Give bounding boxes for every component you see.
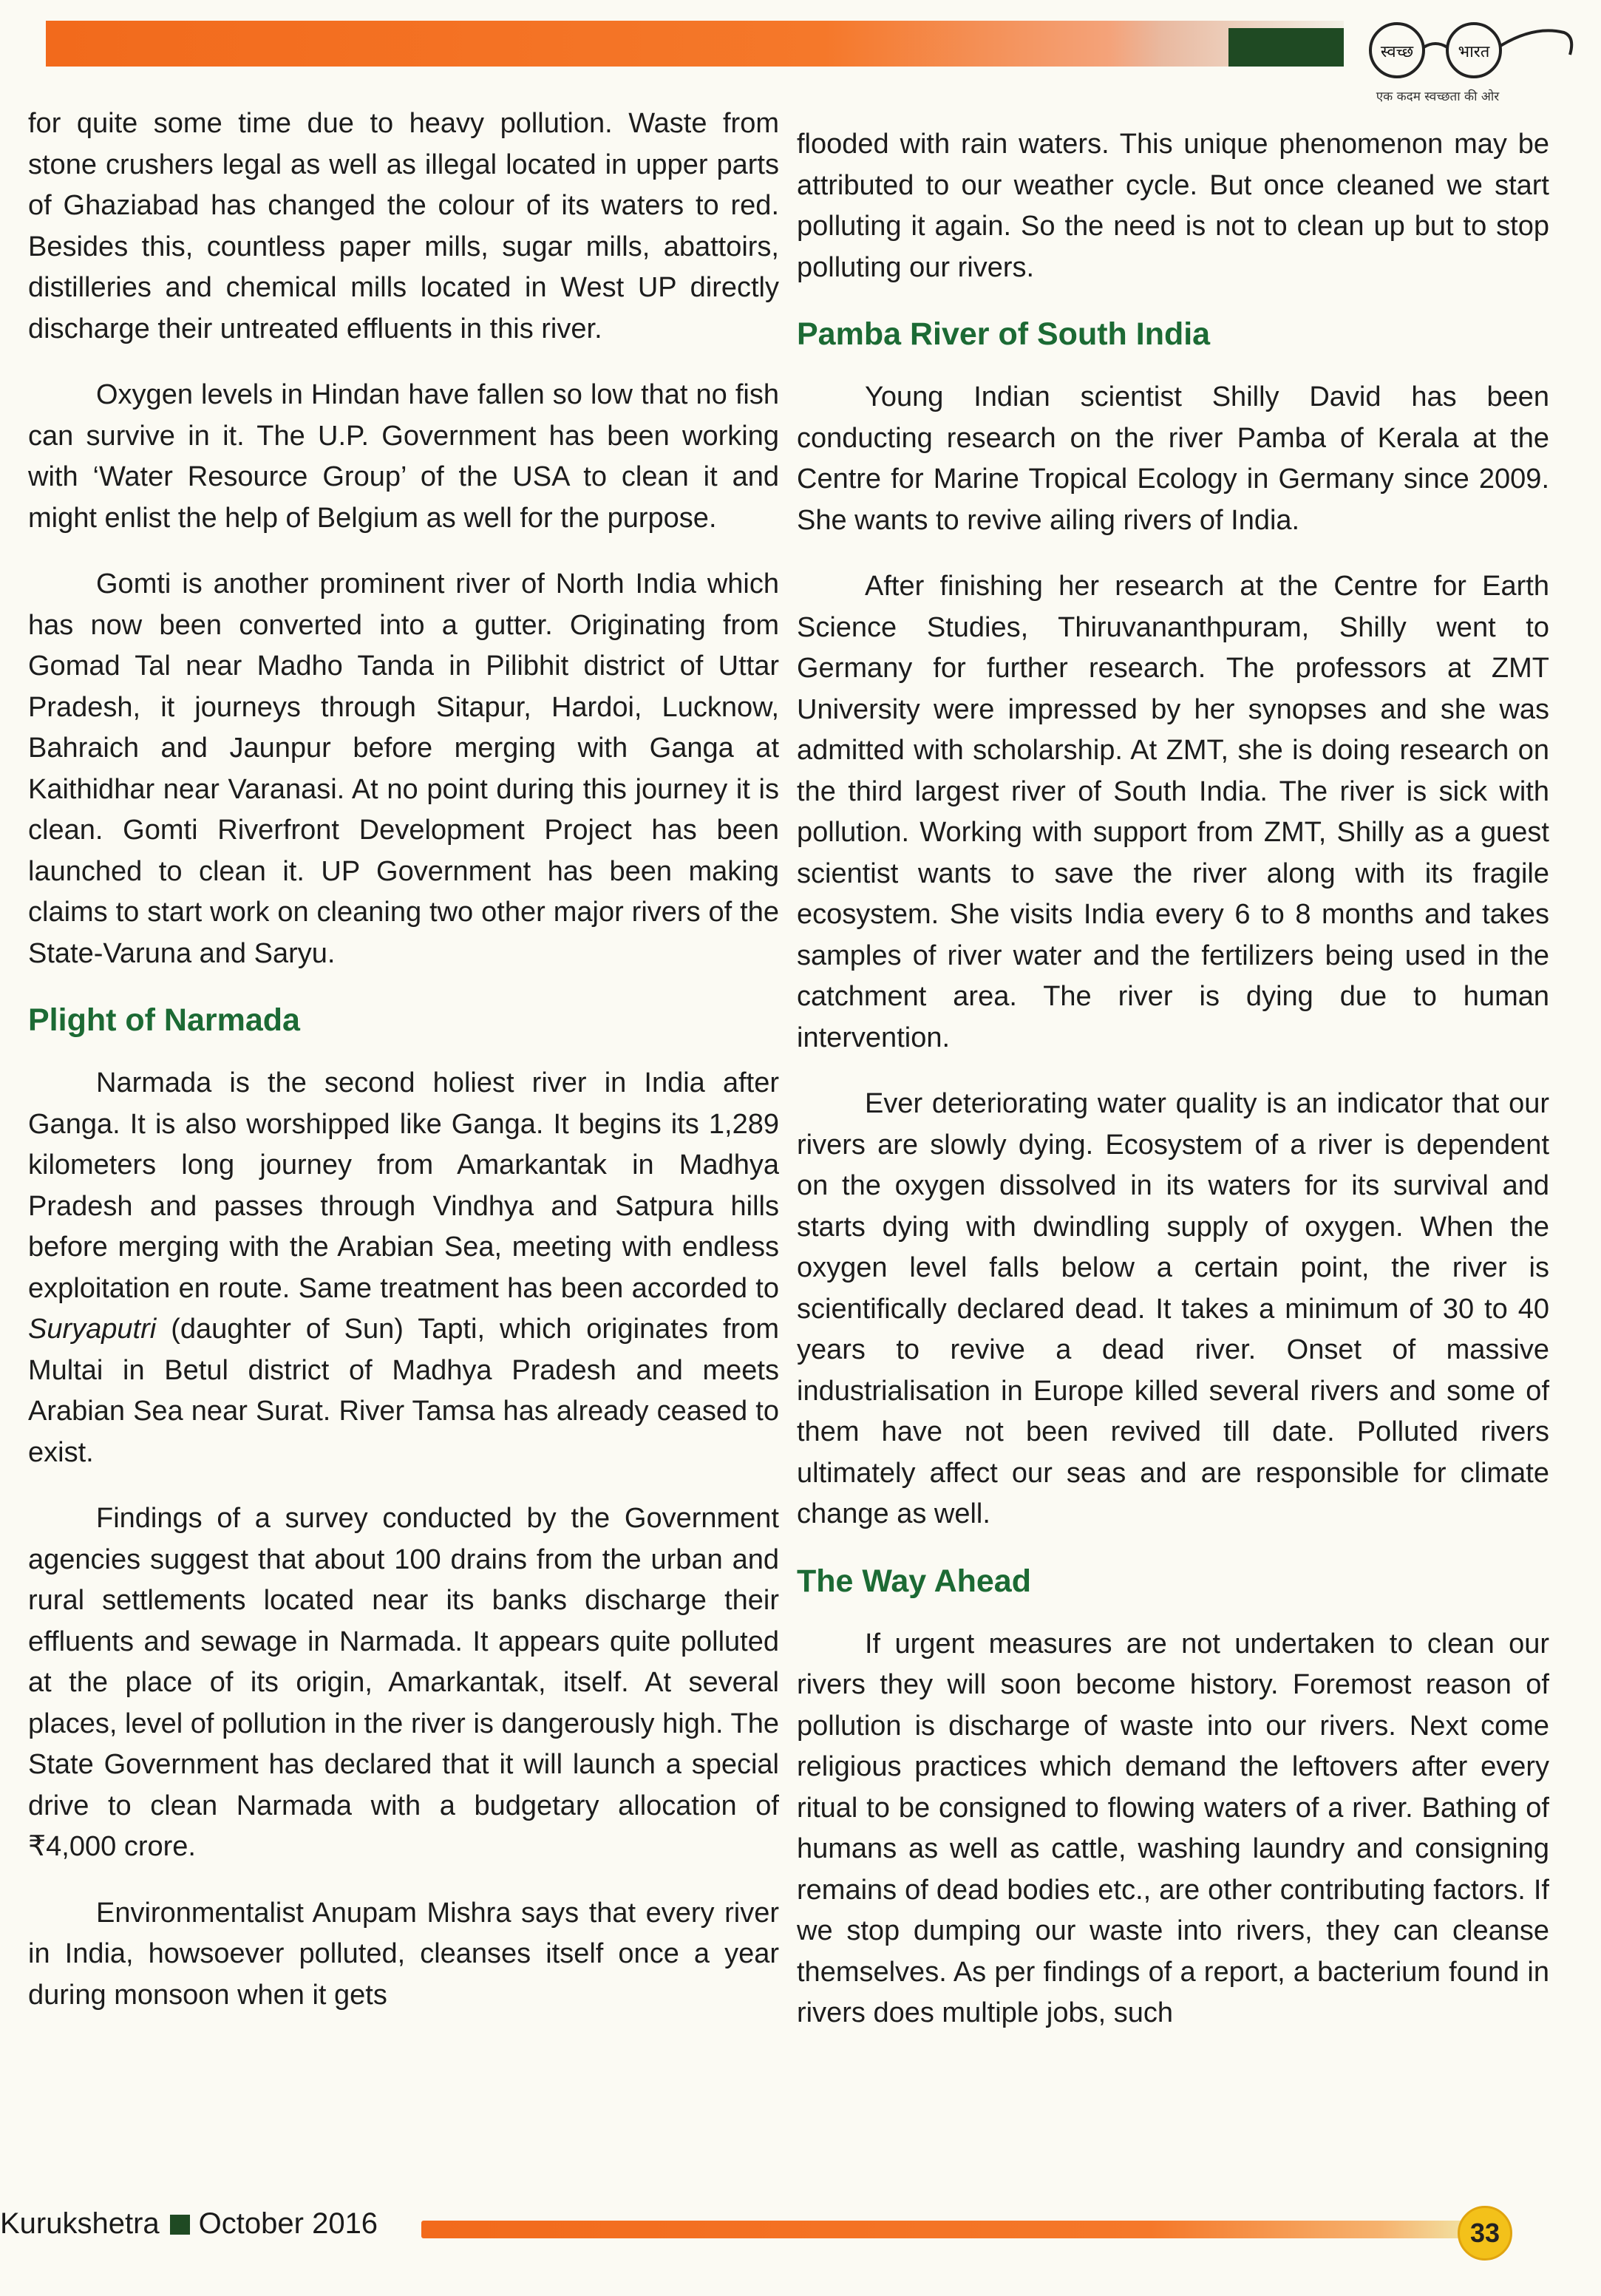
paragraph-water-quality: Ever deteriorating water quality is an indicator that our rivers are slowly dying. Ecosystem of a river is dependent on the oxygen dissolved in its waters for its survival and starts dying with dwindling supply of oxygen. When the oxygen level falls below a certain point, the river is scientifically declared dead. It takes a minimum of 30 to 40 years to revive a dead river. Onset of massive industrialisation in Europe killed several rivers and some of them have not been revived till date. Polluted rivers ultimately affect our seas and are responsible for climate change as well. bbox=[797, 1088, 1549, 1529]
paragraph-anupam-mishra: Environmentalist Anupam Mishra says that every river in India, howsoever polluted, cleanses itself once a year during monsoon when it gets bbox=[28, 1897, 779, 2011]
footer-credit bbox=[0, 2207, 378, 2241]
paragraph-narmada-holiest bbox=[28, 1063, 779, 1473]
page-number-badge: 33 bbox=[1458, 2206, 1512, 2261]
logo-tagline: एक कदम स्वच्छता की ओर bbox=[1376, 89, 1500, 104]
heading-the-way-ahead: The Way Ahead bbox=[797, 1563, 1031, 1599]
logo-right-text: भारत bbox=[1458, 43, 1490, 61]
narmada-text-part2: (daughter of Sun) Tapti, which originates from Multai in Betul district of Madhya Pradesh and meets Arabian Sea near Surat. River Tamsa has already ceased to exist. bbox=[28, 1314, 779, 1468]
heading-plight-of-narmada: Plight of Narmada bbox=[28, 1002, 300, 1038]
heading-pamba-river: Pamba River of South India bbox=[797, 316, 1211, 352]
left-column bbox=[28, 103, 779, 2041]
footer-orange-bar bbox=[421, 2221, 1464, 2238]
logo-left-text: स्वच्छ bbox=[1380, 43, 1414, 61]
paragraph-urgent-measures: If urgent measures are not undertaken to clean our rivers they will soon become history. Foremost reason of pollution is discharge of waste into our rivers. Next come religious practices which demand the leftovers after every ritual to be consigned to flowing waters of a river. Bathing of humans as well as cattle, washing laundry and consigning remains of dead bodies etc., are other contributing factors. If we stop dumping our waste into rivers, they can cleanse themselves. As per findings of a report, a bacterium found in rivers does multiple jobs, such bbox=[797, 1628, 1549, 2028]
swachh-bharat-spectacles-logo bbox=[1350, 10, 1579, 99]
paragraph-shilly-david: Young Indian scientist Shilly David has been conducting research on the river Pamba of Kerala at the Centre for Marine Tropical Ecology in Germany since 2009. She wants to revive ailing rivers of India. bbox=[797, 381, 1549, 536]
paragraph-zmt-research: After finishing her research at the Centre for Earth Science Studies, Thiruvananthpuram, Shilly went to Germany for further research. The professors at ZMT University were impressed by her synopses and she was admitted with scholarship. At ZMT, she is doing research on the third largest river of South India. The river is sick with pollution. Working with support from ZMT, Shilly as a guest scientist wants to save the river along with its fragile ecosystem. She visits India every 6 to 8 months and takes samples of river water and the fertilizers being used in the catchment area. The river is dying due to human intervention. bbox=[797, 571, 1549, 1053]
narmada-text-part1: Narmada is the second holiest river in India after Ganga. It is also worshipped like Ganga. It begins its 1,289 kilometers long journey from Amarkantak in Madhya Pradesh and passes through Vindhya and Satpura hills before merging with the Arabian Sea, meeting with endless exploitation en route. Same treatment has been accorded to bbox=[28, 1067, 779, 1304]
header-orange-bar bbox=[46, 21, 1344, 67]
paragraph-gomti: Gomti is another prominent river of North India which has now been converted into a gutter. Originating from Gomad Tal near Madho Tanda in Pilibhit district of Uttar Pradesh, it journeys through Sitapur, Hardoi, Lucknow, Bahraich and Jaunpur before merging with Ganga at Kaithidhar near Varanasi. At no point during this journey it is clean. Gomti Riverfront Development Project has been launched to clean it. UP Government has been making claims to start work on cleaning two other major rivers of the State-Varuna and Saryu. bbox=[28, 568, 779, 969]
footer-green-square bbox=[170, 2215, 190, 2235]
issue-date: October 2016 bbox=[198, 2207, 378, 2240]
paragraph-hindan-waste: for quite some time due to heavy pollution. Waste from stone crushers legal as well as illegal located in upper parts of Ghaziabad has changed the colour of its waters to red. Besides this, countless paper mills, sugar mills, abattoirs, distilleries and chemical mills located in West UP directly discharge their untreated effluents in this river. bbox=[28, 108, 779, 344]
header-green-block bbox=[1228, 28, 1344, 67]
right-column bbox=[797, 124, 1549, 2059]
paragraph-monsoon-continued: flooded with rain waters. This unique phenomenon may be attributed to our weather cycle. But once cleaned we start polluting it again. So the need is not to clean up but to stop polluting our rivers. bbox=[797, 129, 1549, 283]
suryaputri-emphasis: Suryaputri bbox=[28, 1314, 157, 1345]
paragraph-narmada-survey: Findings of a survey conducted by the Government agencies suggest that about 100 drains from the urban and rural settlements located near its banks discharge their effluents and sewage in Narmada. It appears quite polluted at the place of its origin, Amarkantak, itself. At several places, level of pollution in the river is dangerously high. The State Government has declared that it will launch a special drive to clean Narmada with a budgetary allocation of ₹4,000 crore. bbox=[28, 1503, 779, 1862]
paragraph-hindan-oxygen: Oxygen levels in Hindan have fallen so low that no fish can survive in it. The U.P. Government has been working with ‘Water Resource Group’ of the USA to clean it and might enlist the help of Belgium as well for the purpose. bbox=[28, 379, 779, 534]
page-footer bbox=[0, 2197, 1601, 2271]
magazine-name: Kurukshetra bbox=[0, 2207, 160, 2240]
